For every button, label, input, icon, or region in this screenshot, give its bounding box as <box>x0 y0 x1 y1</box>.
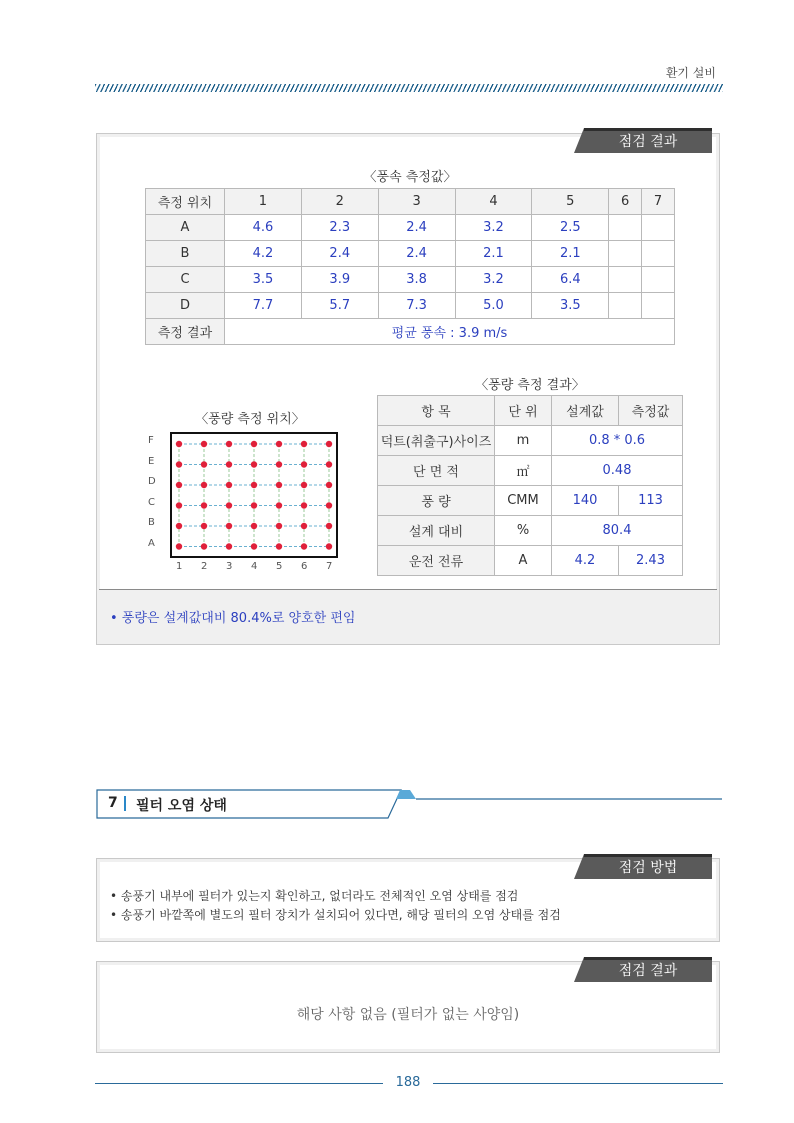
table-row <box>146 241 675 267</box>
row-axis-label: B <box>148 517 155 528</box>
wind-value <box>642 215 675 241</box>
airflow-item: 덕트(취출구)사이즈 <box>378 426 495 456</box>
row-label: D <box>146 293 225 319</box>
wind-value: 2.1 <box>455 241 532 267</box>
measurement-point <box>276 523 282 529</box>
wind-value: 3.5 <box>225 267 302 293</box>
airflow-header-design: 설계값 <box>552 396 619 426</box>
measurement-point <box>176 482 182 488</box>
row-axis-label: D <box>148 476 156 487</box>
col-axis-label: 1 <box>176 561 183 572</box>
col-header: 7 <box>642 189 675 215</box>
wind-value: 2.4 <box>378 241 455 267</box>
row-axis-label: A <box>148 537 155 549</box>
wind-value: 3.9 <box>301 267 378 293</box>
col-axis-label: 3 <box>226 561 233 572</box>
table-row <box>146 215 675 241</box>
table-row <box>378 516 683 546</box>
col-header: 4 <box>455 189 532 215</box>
col-header: 6 <box>609 189 642 215</box>
measurement-point <box>326 523 332 529</box>
footer-line-right <box>433 1083 723 1084</box>
wind-value: 2.1 <box>532 241 609 267</box>
list-item: • 송풍기 바깥쪽에 별도의 필터 장치가 설치되어 있다면, 해당 필터의 오염 상태를 점검 <box>110 908 561 922</box>
measurement-point <box>301 482 307 488</box>
running-header: 환기 설비 <box>665 66 716 80</box>
result-row-label: 측정 결과 <box>146 319 225 345</box>
panel-label-filter-result: 점검 결과 <box>584 957 712 982</box>
section-heading: 필터 오염 상태 <box>136 798 227 814</box>
col-header: 5 <box>532 189 609 215</box>
col-header: 1 <box>225 189 302 215</box>
wind-table-corner: 측정 위치 <box>146 189 225 215</box>
measurement-point <box>201 523 207 529</box>
row-axis-label: F <box>148 435 154 446</box>
airflow-result-table <box>377 395 683 576</box>
panel-note-divider <box>99 589 717 590</box>
measurement-grid <box>170 432 338 558</box>
airflow-measured-value: 113 <box>619 486 683 516</box>
wind-value: 6.4 <box>532 267 609 293</box>
measurement-point <box>226 482 232 488</box>
measurement-point <box>326 482 332 488</box>
table-row <box>146 319 675 345</box>
airflow-header-measured: 측정값 <box>619 396 683 426</box>
measurement-point <box>276 441 282 447</box>
measurement-point <box>251 441 257 447</box>
airflow-merged-value: 0.48 <box>552 456 683 486</box>
measurement-point <box>226 523 232 529</box>
footer-line-left <box>95 1083 383 1084</box>
airflow-merged-value: 80.4 <box>552 516 683 546</box>
measurement-point <box>201 461 207 467</box>
airflow-table-caption: 〈풍량 측정 결과〉 <box>475 378 585 393</box>
wind-value: 2.4 <box>378 215 455 241</box>
wind-value <box>642 267 675 293</box>
airflow-merged-value: 0.8 * 0.6 <box>552 426 683 456</box>
measurement-point <box>176 441 182 447</box>
wind-value <box>609 267 642 293</box>
airflow-header-item: 항 목 <box>378 396 495 426</box>
wind-value <box>609 293 642 319</box>
row-label: B <box>146 241 225 267</box>
measurement-point <box>201 502 207 508</box>
table-row <box>378 456 683 486</box>
table-row <box>378 546 683 576</box>
method-list <box>110 887 561 925</box>
wind-value: 5.0 <box>455 293 532 319</box>
wind-value: 3.5 <box>532 293 609 319</box>
airflow-measured-value: 2.43 <box>619 546 683 576</box>
row-label: C <box>146 267 225 293</box>
measurement-point <box>326 441 332 447</box>
wind-speed-table <box>145 188 675 345</box>
wind-value <box>609 241 642 267</box>
table-row <box>378 426 683 456</box>
measurement-point <box>176 502 182 508</box>
row-label: A <box>146 215 225 241</box>
wind-value: 7.3 <box>378 293 455 319</box>
section-number-divider <box>124 796 126 811</box>
measurement-point <box>226 461 232 467</box>
measurement-point <box>301 502 307 508</box>
airflow-unit: CMM <box>495 486 552 516</box>
measurement-point <box>251 543 257 549</box>
airflow-unit: A <box>495 546 552 576</box>
measurement-point <box>326 502 332 508</box>
table-row <box>378 486 683 516</box>
wind-value: 4.2 <box>225 241 302 267</box>
airflow-header-unit: 단 위 <box>495 396 552 426</box>
measurement-point <box>276 461 282 467</box>
measurement-grid-svg <box>172 434 336 556</box>
airflow-item: 설계 대비 <box>378 516 495 546</box>
measurement-point <box>251 502 257 508</box>
average-wind-speed: 평균 풍속 : 3.9 m/s <box>225 319 675 345</box>
panel-label-inspection-method: 점검 방법 <box>584 854 712 879</box>
measurement-point <box>301 543 307 549</box>
wind-value: 2.5 <box>532 215 609 241</box>
row-axis-label: E <box>148 455 155 467</box>
measurement-point <box>226 502 232 508</box>
col-axis-label: 4 <box>251 561 258 572</box>
airflow-unit: ㎡ <box>495 456 552 486</box>
measurement-point <box>176 543 182 549</box>
measurement-point <box>201 482 207 488</box>
measurement-point <box>226 441 232 447</box>
airflow-design-value: 140 <box>552 486 619 516</box>
row-axis-label: C <box>148 496 155 508</box>
airflow-item: 풍 량 <box>378 486 495 516</box>
col-axis-label: 2 <box>201 561 208 572</box>
wind-value: 5.7 <box>301 293 378 319</box>
measurement-point <box>301 523 307 529</box>
measurement-point <box>301 441 307 447</box>
measurement-point <box>276 543 282 549</box>
airflow-item: 운전 전류 <box>378 546 495 576</box>
position-diagram-caption: 〈풍량 측정 위치〉 <box>195 412 305 427</box>
section-title-tab <box>396 789 726 801</box>
measurement-point <box>226 543 232 549</box>
measurement-point <box>251 523 257 529</box>
page-number: 188 <box>395 1075 421 1090</box>
wind-value: 7.7 <box>225 293 302 319</box>
wind-value: 3.8 <box>378 267 455 293</box>
col-axis-label: 5 <box>276 561 283 572</box>
wind-value <box>642 241 675 267</box>
filter-result-text: 해당 사항 없음 (필터가 없는 사양임) <box>296 1007 520 1023</box>
airflow-item: 단 면 적 <box>378 456 495 486</box>
wind-value <box>609 215 642 241</box>
section-number: 7 <box>108 795 118 811</box>
wind-value: 2.3 <box>301 215 378 241</box>
col-axis-label: 6 <box>301 561 308 572</box>
panel-label-inspection-result: 점검 결과 <box>584 128 712 153</box>
airflow-unit: % <box>495 516 552 546</box>
header-hatch-divider <box>95 84 723 92</box>
measurement-point <box>301 461 307 467</box>
wind-value: 4.6 <box>225 215 302 241</box>
measurement-point <box>276 482 282 488</box>
measurement-point <box>176 523 182 529</box>
col-header: 2 <box>301 189 378 215</box>
measurement-point <box>276 502 282 508</box>
wind-value: 3.2 <box>455 215 532 241</box>
section-title-bar <box>96 789 406 819</box>
airflow-unit: m <box>495 426 552 456</box>
table-row <box>146 293 675 319</box>
measurement-point <box>176 461 182 467</box>
wind-value: 3.2 <box>455 267 532 293</box>
measurement-point <box>201 441 207 447</box>
measurement-point <box>251 461 257 467</box>
wind-value: 2.4 <box>301 241 378 267</box>
measurement-point <box>201 543 207 549</box>
measurement-point <box>326 461 332 467</box>
wind-table-caption: 〈풍속 측정값〉 <box>363 170 457 185</box>
airflow-design-value: 4.2 <box>552 546 619 576</box>
wind-value <box>642 293 675 319</box>
airflow-note: • 풍량은 설계값대비 80.4%로 양호한 편임 <box>110 611 356 626</box>
list-item: • 송풍기 내부에 필터가 있는지 확인하고, 없더라도 전체적인 오염 상태를 점검 <box>110 889 519 903</box>
table-row <box>146 267 675 293</box>
measurement-point <box>326 543 332 549</box>
col-header: 3 <box>378 189 455 215</box>
measurement-point <box>251 482 257 488</box>
col-axis-label: 7 <box>326 561 333 572</box>
